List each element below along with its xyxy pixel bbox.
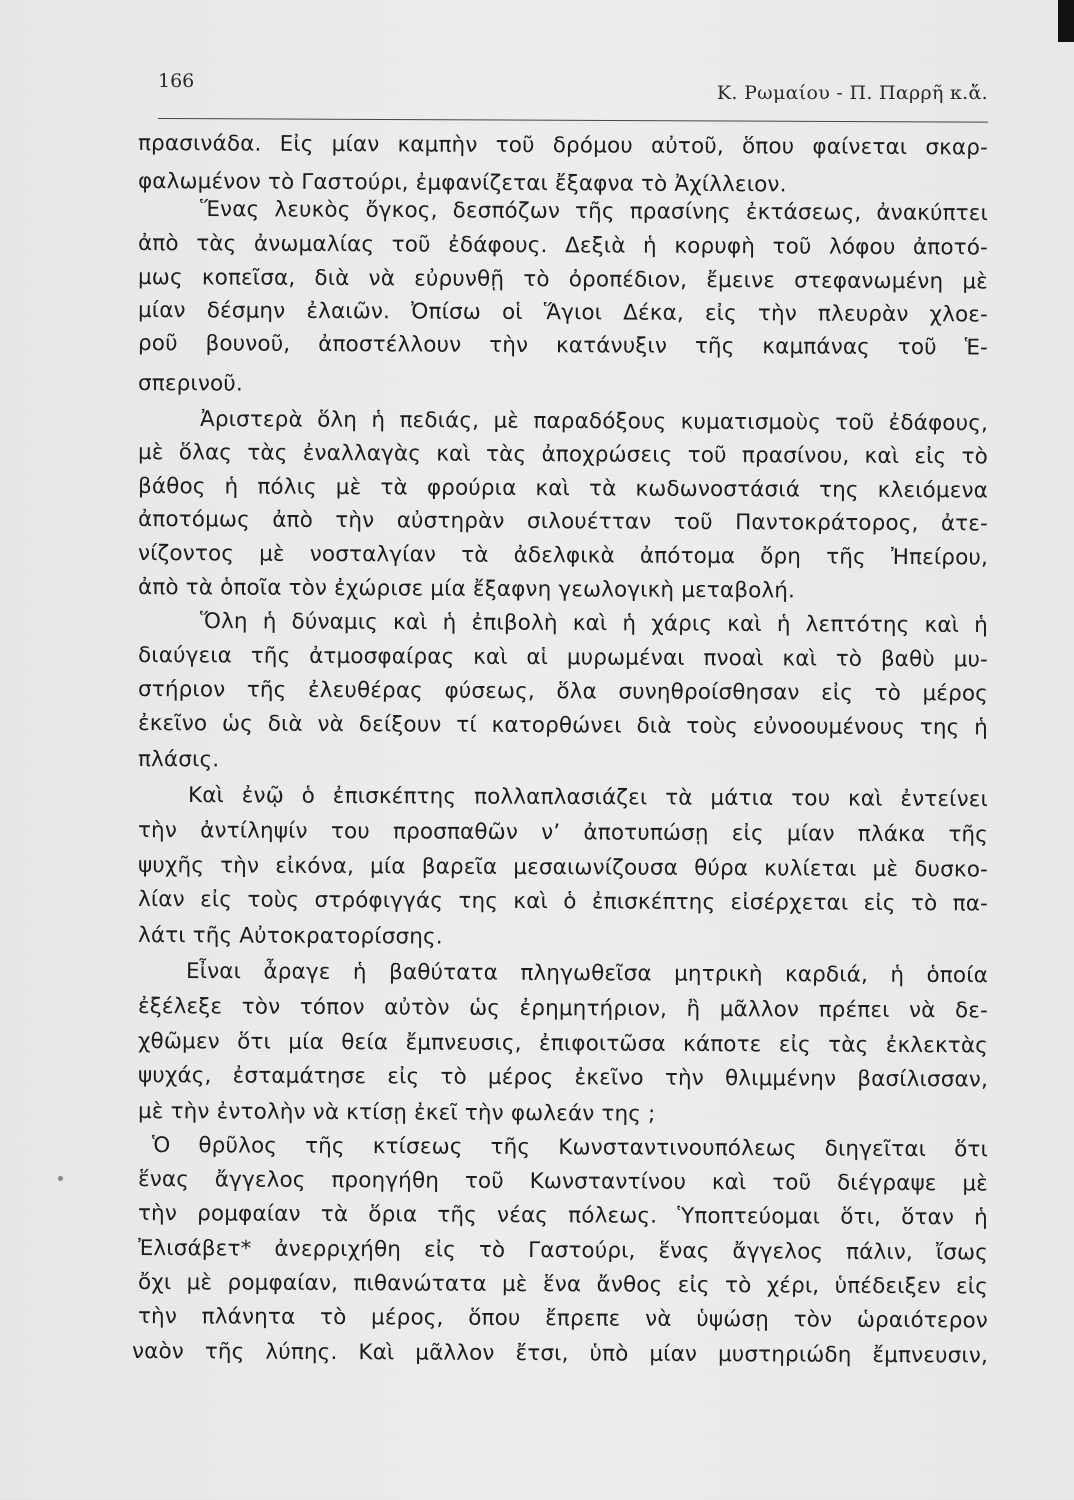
text-line: νίζοντος μὲ νοσταλγίαν τὰ ἀδελφικὰ ἀπότομα ὄρη τῆς Ἠπείρου,: [137, 541, 989, 571]
text-line: ἐκεῖνο ὡς διὰ νὰ δείξουν τί κατορθώνει διὰ τοὺς εὐνοουμένους της ἡ: [137, 711, 989, 741]
paper-speck: [58, 1176, 63, 1181]
text-line: ροῦ βουνοῦ, ἀποστέλλουν τὴν κατάνυξιν τῆς καμπάνας τοῦ Ἑ-: [137, 331, 989, 361]
text-line: ἀπὸ τὰ ὁποῖα τὸν ἐχώρισε μία ἔξαφνη γεωλογικὴ μεταβολή.: [137, 575, 796, 604]
text-line: ὄχι μὲ ρομφαίαν, πιθανώτατα μὲ ἕνα ἄνθος εἰς τὸ χέρι, ὑπέδειξεν εἰς: [137, 1270, 989, 1300]
text-line: Ὅλη ἡ δύναμις καὶ ἡ ἐπιβολὴ καὶ ἡ χάρις καὶ ἡ λεπτότης καὶ ἡ: [199, 609, 989, 639]
page-header: [158, 68, 988, 116]
text-line: φαλωμένον τὸ Γαστούρι, ἐμφανίζεται ἔξαφνα τὸ Ἀχίλλειον.: [137, 169, 787, 198]
text-line: Ὁ θρῦλος τῆς κτίσεως τῆς Κωνσταντινουπόλεως διηγεῖται ὅτι: [151, 1133, 989, 1163]
text-line: μίαν δέσμην ἐλαιῶν. Ὀπίσω οἱ Ἅγιοι Δέκα, εἰς τὴν πλευρὰν χλοε-: [137, 298, 989, 328]
text-line: Ἕνας λευκὸς ὄγκος, δεσπόζων τῆς πρασίνης ἐκτάσεως, ἀνακύπτει: [199, 197, 989, 227]
text-line: πρασινάδα. Εἰς μίαν καμπὴν τοῦ δρόμου αὐτοῦ, ὅπου φαίνεται σκαρ-: [137, 131, 989, 161]
text-line: μὲ ὅλας τὰς ἐναλλαγὰς καὶ τὰς ἀποχρώσεις τοῦ πρασίνου, καὶ εἰς τὸ: [137, 440, 989, 470]
text-line: ἐξέλεξε τὸν τόπον αὐτὸν ὡς ἐρημητήριον, ἢ μᾶλλον πρέπει νὰ δε-: [137, 994, 989, 1024]
text-line: λάτι τῆς Αὐτοκρατορίσσης.: [137, 923, 443, 950]
text-line: τὴν ρομφαίαν τὰ ὅρια τῆς νέας πόλεως. Ὑποπτεύομαι ὅτι, ὅταν ἡ: [137, 1201, 989, 1231]
text-line: λίαν εἰς τοὺς στρόφιγγάς της καὶ ὁ ἐπισκέπτης εἰσέρχεται εἰς τὸ πα-: [137, 887, 989, 917]
scan-corner-mark: [1058, 0, 1074, 42]
text-line: Καὶ ἐνῷ ὁ ἐπισκέπτης πολλαπλασιάζει τὰ μάτια του καὶ ἐντείνει: [187, 783, 989, 813]
text-line: μὲ τὴν ἐντολὴν νὰ κτίσῃ ἐκεῖ τὴν φωλεάν της ;: [137, 1099, 656, 1127]
text-line: τὴν πλάνητα τὸ μέρος, ὅπου ἔπρεπε νὰ ὑψώσῃ τὸν ὡραιότερον: [137, 1304, 989, 1334]
text-line: διαύγεια τῆς ἀτμοσφαίρας καὶ αἱ μυρωμέναι πνοαὶ καὶ τὸ βαθὺ μυ-: [137, 643, 989, 673]
text-line: Ἀριστερὰ ὅλη ἡ πεδιάς, μὲ παραδόξους κυματισμοὺς τοῦ ἐδάφους,: [199, 407, 989, 437]
text-line: ναὸν τῆς λύπης. Καὶ μᾶλλον ἔτσι, ὑπὸ μίαν μυστηριώδη ἔμπνευσιν,: [131, 1339, 989, 1369]
text-line: Εἶναι ἆραγε ἡ βαθύτατα πληγωθεῖσα μητρικὴ καρδιά, ἡ ὁποία: [185, 959, 989, 989]
text-line: στήριον τῆς ἐλευθέρας φύσεως, ὅλα συνηθροίσθησαν εἰς τὸ μέρος: [137, 677, 989, 707]
text-line: ἀπὸ τὰς ἀνωμαλίας τοῦ ἐδάφους. Δεξιὰ ἡ κορυφὴ τοῦ λόφου ἀποτό-: [137, 231, 989, 261]
text-line: τὴν ἀντίληψίν του προσπαθῶν νʼ ἀποτυπώσῃ εἰς μίαν πλάκα τῆς: [137, 818, 989, 848]
text-line: σπερινοῦ.: [137, 371, 243, 397]
text-line: ἕνας ἄγγελος προηγήθη τοῦ Κωνσταντίνου καὶ τοῦ διέγραψε μὲ: [137, 1167, 989, 1197]
text-line: ἀποτόμως ἀπὸ τὴν αὐστηρὰν σιλουέτταν τοῦ Παντοκράτορος, ἀτε-: [137, 507, 989, 537]
text-line: χθῶμεν ὅτι μία θεία ἔμπνευσις, ἐπιφοιτῶσα κάποτε εἰς τὰς ἐκλεκτὰς: [137, 1029, 989, 1059]
text-line: Ἐλισάβετ* ἀνερριχήθη εἰς τὸ Γαστούρι, ἕνας ἄγγελος πάλιν, ἴσως: [137, 1236, 989, 1266]
header-rule: [158, 118, 988, 123]
text-line: ψυχάς, ἐσταμάτησε εἰς τὸ μέρος ἐκεῖνο τὴν θλιμμένην βασίλισσαν,: [137, 1063, 989, 1093]
text-line: βάθος ἡ πόλις μὲ τὰ φρούρια καὶ τὰ κωδωνοστάσιά της κλειόμενα: [137, 474, 989, 504]
text-line: μως κοπεῖσα, διὰ νὰ εὐρυνθῇ τὸ ὀροπέδιον, ἔμεινε στεφανωμένη μὲ: [137, 265, 989, 295]
text-line: πλάσις.: [137, 747, 220, 773]
page-number: 166: [158, 70, 195, 92]
running-head: Κ. Ρωμαίου - Π. Παρρῆ κ.ἄ.: [716, 82, 988, 104]
text-line: ψυχῆς τὴν εἰκόνα, μία βαρεῖα μεσαιωνίζουσα θύρα κυλίεται μὲ δυσκο-: [137, 853, 989, 883]
